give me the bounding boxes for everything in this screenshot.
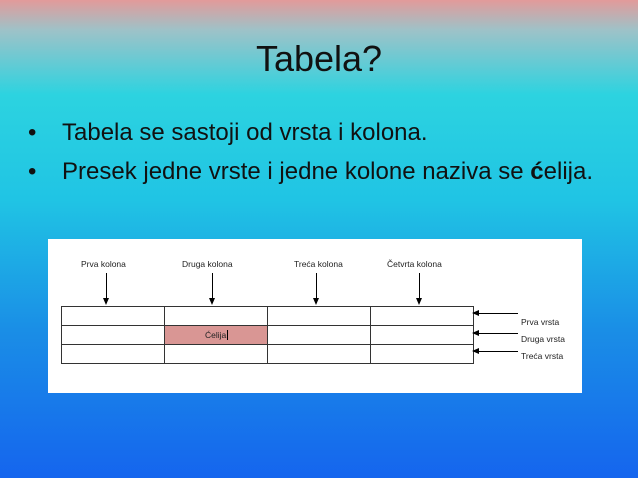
table-cell [62,326,165,345]
bullet-bold-text: ć [530,158,544,185]
text-cursor-icon [227,330,228,340]
bullet-item [28,157,618,186]
table-cell [268,326,371,345]
bullet-text: Tabela se sastoji od vrsta i kolona. [62,119,428,146]
arrow-down-icon [212,273,213,303]
column-label-2: Druga kolona [182,259,233,269]
bullet-dot: • [28,119,37,146]
row-label-1: Prva vrsta [521,317,560,327]
arrow-left-icon [474,351,518,352]
table-cell [62,307,165,326]
slide-title: Tabela? [255,38,383,79]
row-label-2: Druga vrsta [521,334,565,344]
row-label-3: Treća vrsta [521,351,564,361]
table-cell [268,345,371,364]
arrow-down-icon [419,273,420,303]
table-cell [165,345,268,364]
bullet-dot: • [28,158,37,185]
table-cell [371,345,474,364]
table-cell [371,307,474,326]
column-label-4: Četvrta kolona [387,259,442,269]
arrow-down-icon [106,273,107,303]
table-cell [62,345,165,364]
table-cell [268,307,371,326]
table-diagram [48,239,582,393]
arrow-left-icon [474,313,518,314]
highlighted-cell [165,326,268,345]
table-row [62,307,474,326]
example-table [61,306,474,364]
bullet-list [28,118,618,196]
arrow-down-icon [316,273,317,303]
table-cell [165,307,268,326]
bullet-text-end: elija. [543,158,593,185]
arrow-left-icon [474,333,518,334]
table-row [62,345,474,364]
table-cell [371,326,474,345]
column-label-3: Treća kolona [294,259,343,269]
cell-label: Ćelija [205,329,227,340]
column-label-1: Prva kolona [81,259,126,269]
bullet-text: Presek jedne vrste i jedne kolone naziva se [62,158,531,185]
bullet-item [28,118,618,147]
table-row [62,326,474,345]
